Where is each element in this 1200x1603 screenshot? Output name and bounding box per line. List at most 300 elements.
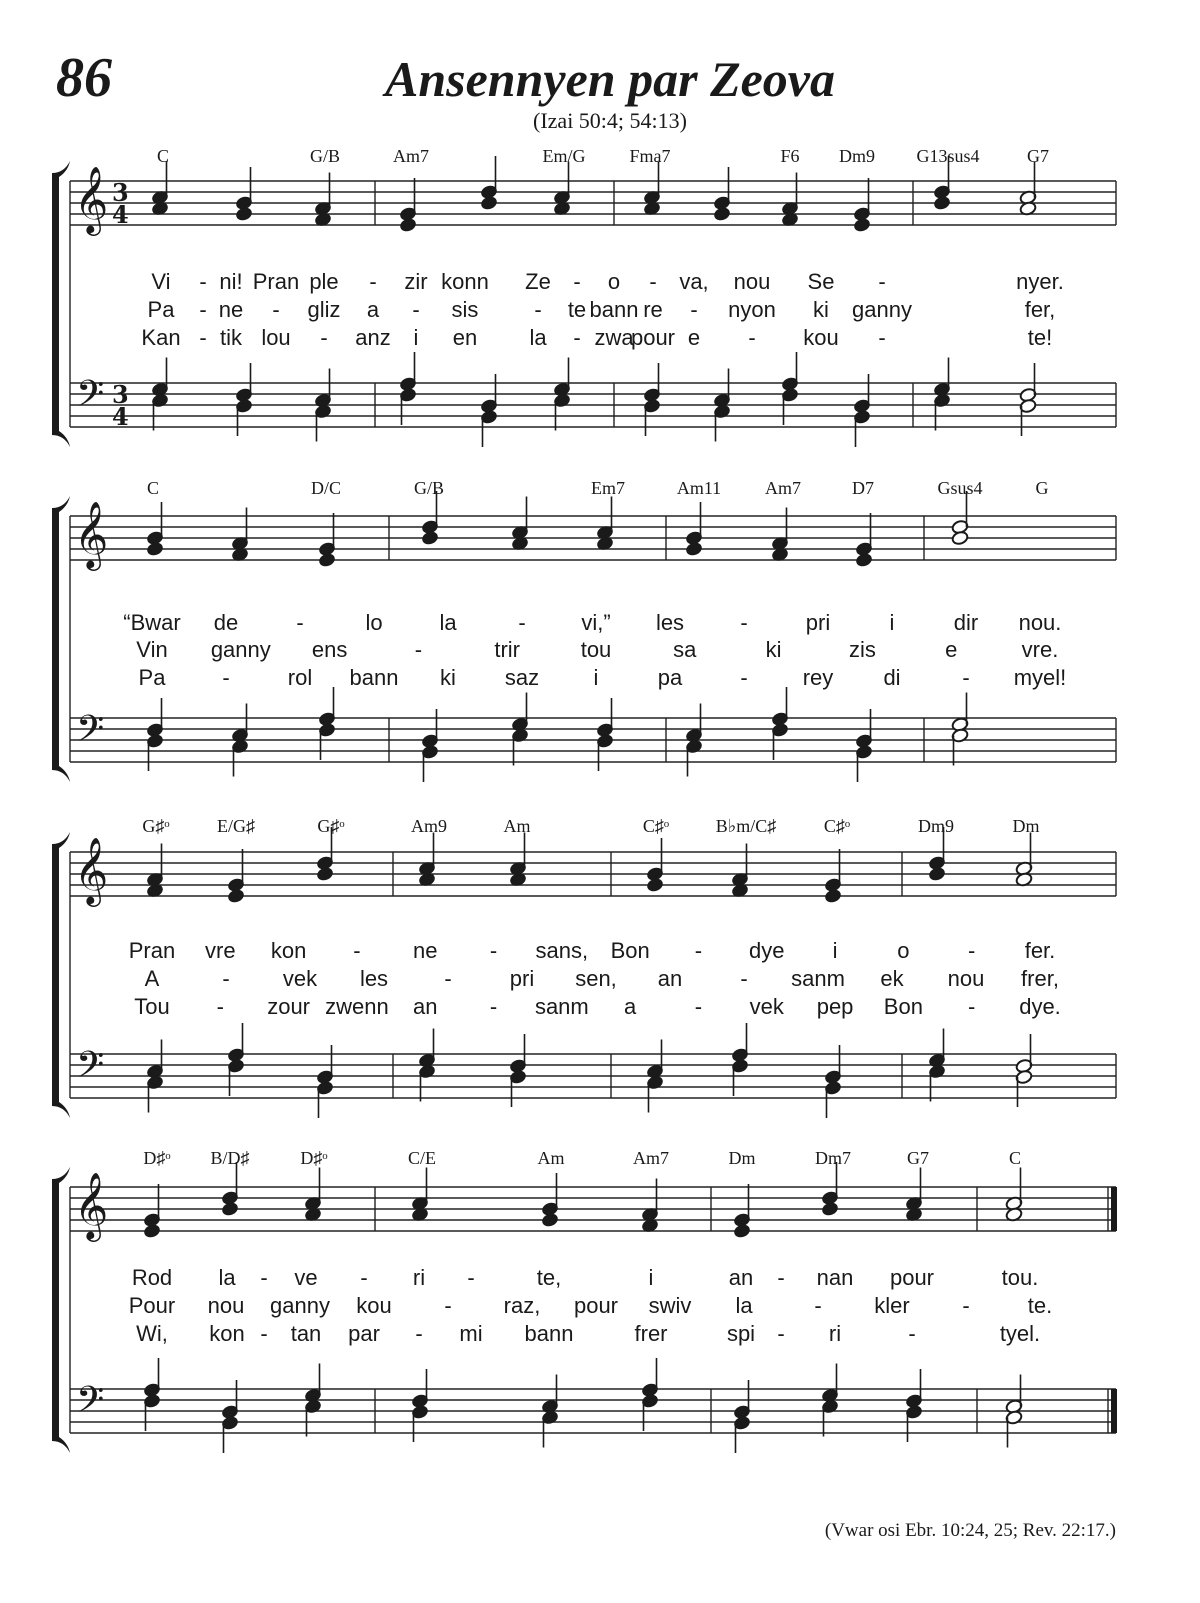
bass-clef-icon: 𝄢 — [76, 708, 105, 759]
lyric-syllable: Pa — [147, 297, 175, 322]
lyric-syllable: sanm — [791, 966, 845, 991]
lyric-hyphen: - — [962, 665, 970, 690]
treble-note — [231, 508, 249, 552]
lyric-syllable: la — [218, 1265, 236, 1290]
lyric-hyphen: - — [444, 1293, 452, 1318]
lyric-syllable: nou — [733, 269, 771, 294]
bass-note — [221, 1415, 239, 1453]
time-signature-bottom: 4 — [112, 402, 129, 431]
treble-note — [933, 195, 951, 210]
system-bracket — [52, 1167, 70, 1453]
time-signature-top: 3 — [112, 380, 129, 409]
lyric-syllable: dye — [749, 938, 785, 963]
lyric-syllable: ki — [813, 297, 829, 322]
treble-clef-icon: 𝄞 — [74, 836, 109, 904]
lyric-syllable: les — [655, 610, 685, 635]
lyric-hyphen: - — [740, 665, 748, 690]
treble-note — [713, 206, 731, 221]
treble-note — [316, 866, 334, 881]
treble-note — [509, 833, 527, 877]
lyric-hyphen: - — [878, 325, 886, 350]
bass-note — [641, 1358, 659, 1398]
lyric-syllable: te — [567, 297, 587, 322]
chord-symbol: Am11 — [676, 478, 722, 498]
bass-note — [227, 1058, 245, 1096]
lyric-syllable: kou — [803, 325, 839, 350]
chord-symbol: Em7 — [591, 478, 625, 498]
lyric-hyphen: - — [518, 610, 526, 635]
lyric-syllable: tyel. — [999, 1321, 1041, 1346]
chord-symbol: G/B — [309, 146, 341, 166]
bass-note — [227, 1023, 245, 1063]
treble-note — [685, 541, 703, 556]
lyric-hyphen: - — [414, 637, 423, 662]
lyric-syllable: pri — [805, 610, 831, 635]
lyric-hyphen: - — [412, 297, 420, 322]
bass-note — [646, 1075, 664, 1113]
lyric-syllable: Vin — [136, 637, 168, 662]
lyric-syllable: Pran — [252, 269, 300, 294]
lyric-syllable: zwenn — [325, 994, 389, 1019]
lyric-syllable: lo — [365, 610, 383, 635]
lyric-syllable: vre. — [1021, 637, 1059, 662]
lyric-syllable: rol — [287, 665, 313, 690]
treble-note — [731, 844, 749, 888]
lyric-syllable: ve — [294, 1265, 318, 1290]
lyric-syllable: a — [366, 297, 380, 322]
chord-symbol: F6 — [780, 146, 800, 166]
lyric-syllable: zir — [404, 269, 428, 294]
lyric-syllable: i — [413, 325, 419, 350]
lyric-syllable: frer, — [1021, 966, 1059, 991]
bass-note — [731, 1058, 749, 1096]
lyric-syllable: de — [213, 610, 239, 635]
bass-note — [951, 728, 969, 766]
treble-note — [421, 530, 439, 545]
lyric-syllable: ki — [765, 637, 782, 662]
bass-note — [641, 1393, 659, 1431]
lyric-hyphen: - — [489, 994, 498, 1019]
chord-symbol: Am9 — [411, 816, 447, 836]
treble-note — [541, 1212, 559, 1227]
lyric-hyphen: - — [962, 1293, 970, 1318]
bass-note — [685, 739, 703, 777]
bass-note — [1019, 398, 1037, 436]
treble-note — [905, 1168, 923, 1212]
lyric-syllable: te, — [536, 1265, 562, 1290]
bass-note — [509, 1069, 527, 1107]
lyric-syllable: an — [728, 1265, 754, 1290]
chord-symbol: Am7 — [633, 1148, 669, 1168]
bass-note — [781, 352, 799, 392]
bass-note — [933, 358, 951, 398]
bass-staff — [70, 383, 1116, 427]
bass-note — [771, 687, 789, 727]
bass-note — [553, 358, 571, 398]
bass-note — [316, 1080, 334, 1118]
hymn-number: 86 — [56, 47, 112, 109]
lyric-syllable: lou — [261, 325, 291, 350]
treble-note — [143, 1223, 161, 1238]
bass-clef-icon: 𝄢 — [76, 1379, 105, 1430]
lyric-hyphen: - — [296, 610, 304, 635]
treble-note — [646, 838, 664, 882]
treble-note — [318, 552, 336, 567]
treble-note — [641, 1179, 659, 1223]
lyric-syllable: trir — [494, 637, 521, 662]
chord-symbol: Dm — [728, 1148, 756, 1168]
lyric-syllable: sans, — [535, 938, 589, 963]
lyric-syllable: par — [348, 1321, 380, 1346]
bass-note — [235, 398, 253, 436]
chord-symbol: D7 — [852, 478, 874, 498]
lyric-syllable: ne — [412, 938, 438, 963]
lyric-syllable: nan — [816, 1265, 854, 1290]
bass-note — [824, 1080, 842, 1118]
lyric-syllable: Tou — [134, 994, 170, 1019]
lyric-hyphen: - — [199, 269, 207, 294]
treble-note — [685, 502, 703, 546]
lyric-syllable: zwa — [594, 325, 634, 350]
scripture-reference: (Izai 50:4; 54:13) — [533, 108, 687, 133]
lyric-syllable: Pa — [138, 665, 166, 690]
treble-note — [411, 1168, 429, 1212]
bass-note — [1005, 1375, 1023, 1415]
treble-note — [1015, 833, 1033, 877]
lyric-syllable: o — [607, 269, 621, 294]
lyric-syllable: vek — [282, 966, 318, 991]
lyric-syllable: va, — [679, 269, 709, 294]
lyric-syllable: Se — [807, 269, 835, 294]
bass-note — [314, 369, 332, 409]
treble-note — [221, 1201, 239, 1216]
chord-symbol: C — [1008, 1148, 1022, 1168]
lyric-syllable: o — [897, 938, 910, 963]
bass-note — [685, 704, 703, 744]
chord-symbol: G — [1035, 478, 1049, 498]
bass-note — [146, 1040, 164, 1080]
lyric-hyphen: - — [260, 1265, 268, 1290]
lyric-syllable: nyer. — [1016, 269, 1064, 294]
bass-note — [928, 1029, 946, 1069]
lyric-syllable: i — [889, 610, 895, 635]
lyric-syllable: spi — [726, 1321, 756, 1346]
lyric-syllable: fer. — [1024, 938, 1056, 963]
lyric-hyphen: - — [908, 1321, 916, 1346]
bass-note — [1015, 1069, 1033, 1107]
treble-note — [853, 178, 871, 222]
treble-note — [733, 1184, 751, 1228]
treble-note — [304, 1168, 322, 1212]
lyric-hyphen: - — [968, 994, 976, 1019]
treble-note — [781, 173, 799, 217]
bass-note — [318, 687, 336, 727]
treble-note — [646, 877, 664, 892]
bass-note — [713, 404, 731, 442]
chord-symbol: G/B — [413, 478, 445, 498]
treble-note — [713, 167, 731, 211]
treble-note — [1019, 162, 1037, 206]
bass-note — [146, 1075, 164, 1113]
lyric-syllable: sanm — [534, 994, 589, 1019]
lyric-syllable: te. — [1027, 1293, 1053, 1318]
bass-note — [418, 1029, 436, 1069]
treble-note — [855, 552, 873, 567]
bass-note — [151, 358, 169, 398]
lyric-syllable: sis — [451, 297, 479, 322]
lyric-hyphen: - — [690, 297, 698, 322]
lyric-syllable: sa — [673, 637, 697, 662]
bass-note — [411, 1404, 429, 1442]
lyric-syllable: la — [735, 1293, 753, 1318]
bass-note — [151, 393, 169, 431]
lyric-hyphen: - — [360, 1265, 368, 1290]
bass-note — [418, 1064, 436, 1102]
lyric-syllable: anz — [355, 325, 391, 350]
lyric-syllable: tou. — [1001, 1265, 1039, 1290]
lyric-hyphen: - — [573, 269, 581, 294]
bass-note — [318, 722, 336, 760]
treble-note — [146, 502, 164, 546]
bass-note — [933, 393, 951, 431]
lyric-syllable: tik — [220, 325, 242, 350]
chord-symbol: C/E — [407, 1148, 437, 1168]
bass-note — [905, 1404, 923, 1442]
lyric-syllable: ganny — [210, 637, 271, 662]
lyric-hyphen: - — [968, 938, 976, 963]
lyric-syllable: nyon — [728, 297, 776, 322]
bass-note — [480, 409, 498, 447]
chord-symbol: Am — [503, 816, 531, 836]
bass-note — [646, 1040, 664, 1080]
lyric-hyphen: - — [320, 325, 328, 350]
bass-clef-icon: 𝄢 — [76, 1044, 105, 1095]
treble-note — [596, 497, 614, 541]
lyric-syllable: A — [144, 966, 160, 991]
chord-symbol: Am — [537, 1148, 565, 1168]
lyric-hyphen: - — [199, 297, 207, 322]
treble-clef-icon: 𝄞 — [74, 165, 109, 233]
treble-note — [1005, 1168, 1023, 1212]
treble-note — [928, 866, 946, 881]
chord-symbol: Am7 — [765, 478, 801, 498]
chord-symbol: G13sus4 — [916, 146, 980, 166]
lyric-syllable: frer — [634, 1321, 668, 1346]
lyric-syllable: en — [452, 325, 478, 350]
bass-note — [541, 1410, 559, 1448]
treble-note — [418, 833, 436, 877]
bass-note — [821, 1399, 839, 1437]
treble-note — [951, 530, 969, 545]
lyric-syllable: ple — [309, 269, 339, 294]
bass-note — [399, 387, 417, 425]
chord-symbol: E/G♯ — [217, 816, 255, 836]
chord-symbol: Fma7 — [629, 146, 671, 166]
lyric-hyphen: - — [777, 1265, 785, 1290]
lyric-syllable: tou — [580, 637, 612, 662]
lyric-syllable: vi,” — [581, 610, 611, 635]
lyric-syllable: raz, — [503, 1293, 541, 1318]
lyric-hyphen: - — [649, 269, 657, 294]
bass-note — [731, 1023, 749, 1063]
lyric-syllable: re — [643, 297, 663, 322]
lyric-hyphen: - — [814, 1293, 822, 1318]
lyric-syllable: Bon — [883, 994, 923, 1019]
time-signature-top: 3 — [112, 178, 129, 207]
treble-staff — [70, 852, 1116, 896]
lyric-syllable: Pran — [128, 938, 176, 963]
lyric-hyphen: - — [694, 938, 703, 963]
treble-note — [318, 513, 336, 557]
lyric-syllable: pour — [889, 1265, 935, 1290]
treble-note — [733, 1223, 751, 1238]
treble-note — [399, 217, 417, 232]
bass-note — [541, 1375, 559, 1415]
bass-note — [143, 1393, 161, 1431]
lyric-syllable: les — [359, 966, 389, 991]
lyric-syllable: Ze — [525, 269, 551, 294]
bass-note — [821, 1364, 839, 1404]
lyric-syllable: di — [883, 665, 901, 690]
lyric-hyphen: - — [272, 297, 280, 322]
lyric-syllable: zour — [267, 994, 311, 1019]
lyric-syllable: ganny — [270, 1293, 330, 1318]
chord-symbol: D♯ᵒ — [143, 1148, 171, 1168]
system-bracket — [52, 161, 70, 447]
chord-symbol: D/C — [310, 478, 342, 498]
chord-symbol: Dm — [1012, 816, 1040, 836]
treble-note — [853, 217, 871, 232]
treble-note — [143, 1184, 161, 1228]
lyric-hyphen: - — [740, 966, 748, 991]
lyric-syllable: Wi, — [136, 1321, 168, 1346]
treble-note — [146, 844, 164, 888]
treble-note — [235, 206, 253, 221]
treble-note — [553, 162, 571, 206]
lyric-hyphen: - — [222, 665, 230, 690]
treble-note — [541, 1173, 559, 1217]
lyric-syllable: e — [945, 637, 958, 662]
lyric-hyphen: - — [878, 269, 886, 294]
bass-note — [1005, 1410, 1023, 1448]
lyric-syllable: saz — [504, 665, 540, 690]
system-bracket — [52, 496, 70, 782]
lyric-syllable: vre — [205, 938, 236, 963]
bass-note — [146, 733, 164, 771]
treble-clef-icon: 𝄞 — [74, 1171, 109, 1239]
lyric-hyphen: - — [369, 269, 377, 294]
bass-note — [643, 398, 661, 436]
lyric-syllable: ni! — [219, 269, 243, 294]
bass-clef-icon: 𝄢 — [76, 373, 105, 424]
lyric-hyphen: - — [694, 994, 703, 1019]
final-barline-thick — [1111, 1389, 1117, 1433]
lyric-syllable: konn — [441, 269, 489, 294]
treble-note — [480, 195, 498, 210]
treble-note — [235, 167, 253, 211]
lyric-syllable: mi — [459, 1321, 483, 1346]
treble-note — [821, 1201, 839, 1216]
lyric-hyphen: - — [573, 325, 581, 350]
chord-symbol: D♯ᵒ — [300, 1148, 328, 1168]
lyric-syllable: nou — [947, 966, 985, 991]
chord-symbol: B/D♯ — [210, 1148, 250, 1168]
chord-symbol: G7 — [907, 1148, 929, 1168]
bass-note — [928, 1064, 946, 1102]
lyric-syllable: ri — [412, 1265, 426, 1290]
lyric-syllable: ek — [880, 966, 904, 991]
treble-note — [771, 508, 789, 552]
treble-note — [643, 162, 661, 206]
treble-note — [511, 497, 529, 541]
lyric-syllable: ne — [218, 297, 244, 322]
treble-note — [227, 849, 245, 893]
lyric-syllable: pri — [509, 966, 535, 991]
lyric-syllable: Kan — [141, 325, 181, 350]
bass-note — [421, 744, 439, 782]
chord-symbol: Dm9 — [839, 146, 875, 166]
lyric-hyphen: - — [353, 938, 361, 963]
treble-note — [824, 849, 842, 893]
bass-staff — [70, 1054, 1116, 1098]
lyric-hyphen: - — [740, 610, 748, 635]
bass-note — [231, 739, 249, 777]
lyric-syllable: nou. — [1018, 610, 1062, 635]
bass-note — [853, 409, 871, 447]
lyric-syllable: tan — [290, 1321, 322, 1346]
chord-symbol: G7 — [1027, 146, 1049, 166]
treble-note — [824, 888, 842, 903]
treble-note — [399, 178, 417, 222]
treble-clef-icon: 𝄞 — [74, 500, 109, 568]
lyric-syllable: la — [439, 610, 457, 635]
treble-note — [821, 1162, 839, 1206]
bass-note — [314, 404, 332, 442]
lyric-syllable: pep — [816, 994, 854, 1019]
bass-note — [553, 393, 571, 431]
lyric-syllable: zis — [848, 637, 876, 662]
lyric-syllable: swiv — [648, 1293, 692, 1318]
lyric-syllable: pour — [630, 325, 676, 350]
final-barline-thick — [1111, 1187, 1117, 1231]
lyric-syllable: Vi — [151, 269, 171, 294]
bass-note — [951, 693, 969, 733]
lyric-hyphen: - — [199, 325, 207, 350]
lyric-syllable: ki — [440, 665, 456, 690]
lyric-syllable: “Bwar — [123, 610, 181, 635]
lyric-syllable: ganny — [852, 297, 912, 322]
bass-note — [304, 1399, 322, 1437]
lyric-syllable: la — [529, 325, 547, 350]
lyric-syllable: pour — [573, 1293, 619, 1318]
chord-symbol: C — [146, 478, 160, 498]
footnote-references: (Vwar osi Ebr. 10:24, 25; Rev. 22:17.) — [824, 1520, 1116, 1541]
lyric-syllable: kou — [356, 1293, 392, 1318]
lyric-syllable: myel! — [1013, 665, 1067, 690]
bass-note — [771, 722, 789, 760]
lyric-syllable: pa — [657, 665, 683, 690]
lyric-syllable: i — [648, 1265, 654, 1290]
lyric-syllable: an — [657, 966, 683, 991]
treble-note — [151, 162, 169, 206]
lyric-syllable: i — [832, 938, 838, 963]
lyric-syllable: sen, — [575, 966, 617, 991]
bass-note — [781, 387, 799, 425]
chord-symbol: Am7 — [393, 146, 429, 166]
lyric-syllable: bann — [349, 665, 399, 690]
lyric-syllable: te! — [1027, 325, 1053, 350]
treble-note — [221, 1162, 239, 1206]
